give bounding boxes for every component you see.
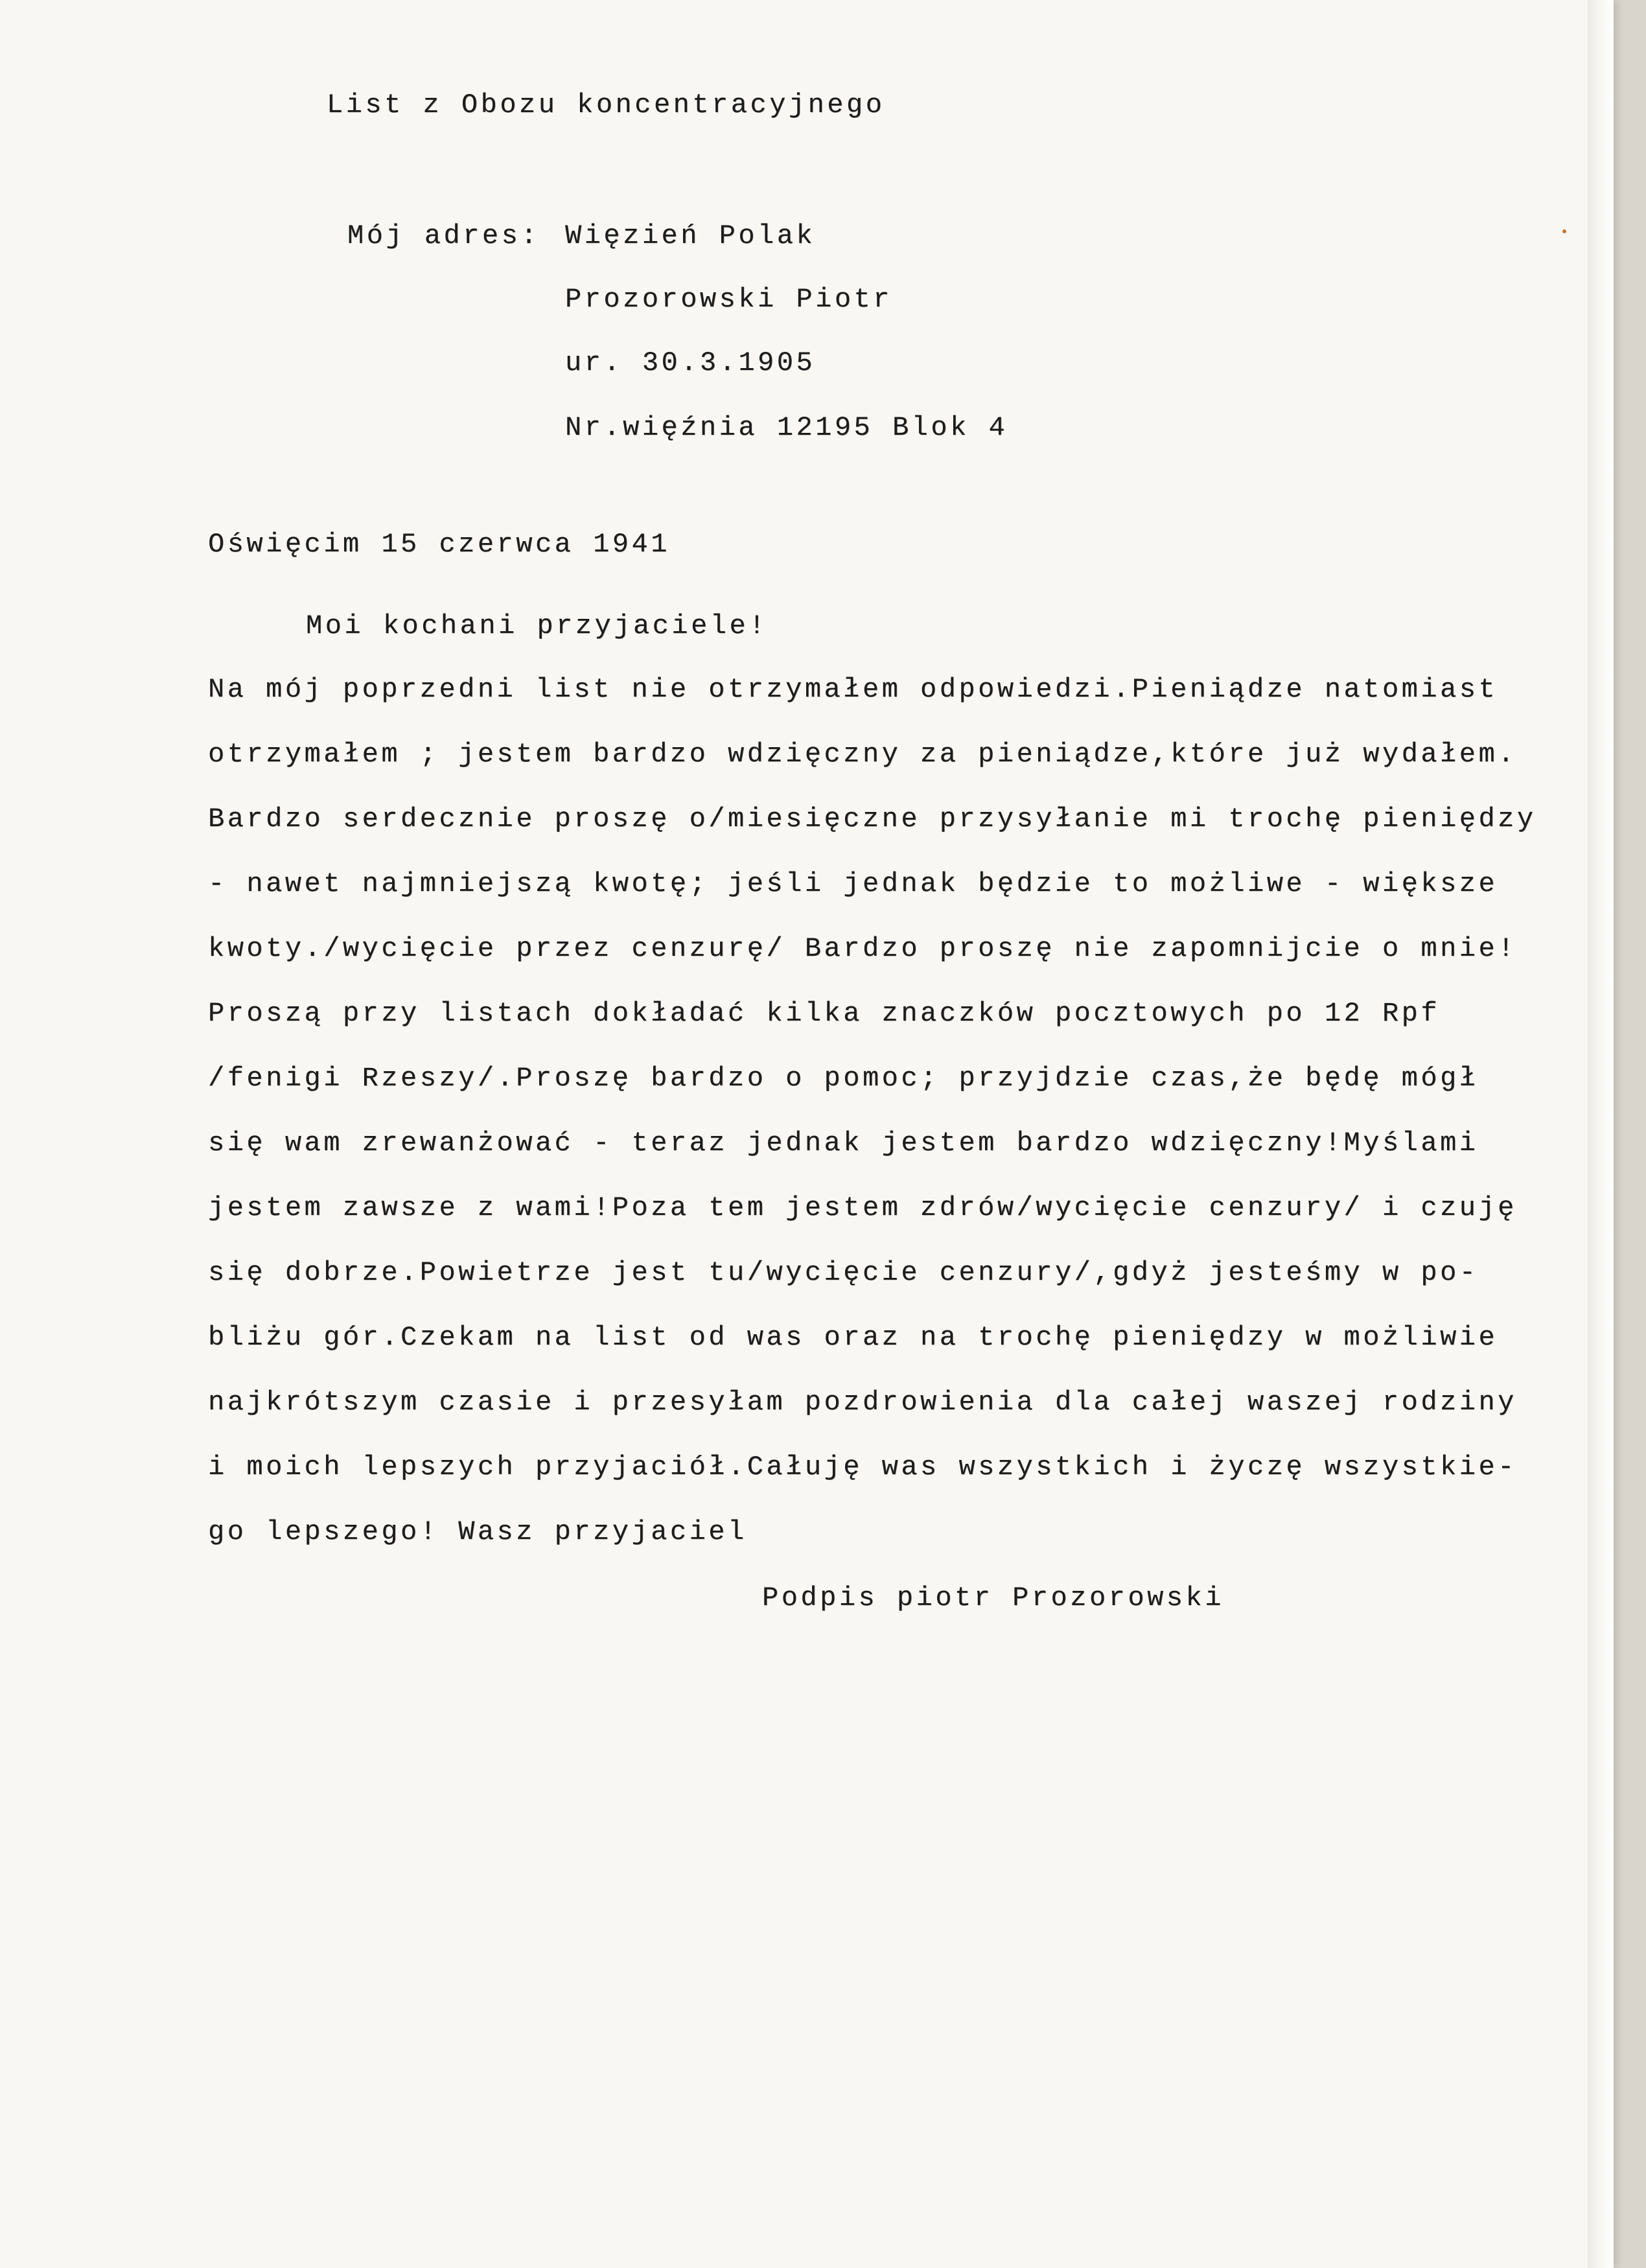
body-line: go lepszego! Wasz przyjaciel — [208, 1516, 747, 1547]
body-line: Proszą przy listach dokładać kilka znaczków pocztowych po 12 Rpf — [208, 998, 1441, 1029]
paper-spot — [1562, 229, 1566, 233]
body-line: się dobrze.Powietrze jest tu/wycięcie cenzury/,gdyż jesteśmy w po- — [208, 1257, 1479, 1288]
body-line: się wam zrewanżować - teraz jednak jestem bardzo wdzięczny!Myślami — [208, 1128, 1479, 1159]
page-edge — [1588, 0, 1614, 2268]
address-line: ur. 30.3.1905 — [565, 347, 816, 378]
body-line: /fenigi Rzeszy/.Proszę bardzo o pomoc; przyjdzie czas,że będę mógł — [208, 1063, 1479, 1094]
body-line: jestem zawsze z wami!Poza tem jestem zdrów/wycięcie cenzury/ i czuję — [208, 1192, 1517, 1223]
address-line: Więzień Polak — [565, 220, 816, 251]
body-line: Bardzo serdecznie proszę o/miesięczne przysyłanie mi trochę pieniędzy — [208, 804, 1536, 835]
signature: Podpis piotr Prozorowski — [762, 1582, 1224, 1614]
body-line: otrzymałem ; jestem bardzo wdzięczny za pieniądze,które już wydałem. — [208, 739, 1517, 770]
letter-heading: List z Obozu koncentracyjnego — [327, 89, 885, 121]
body-line: Na mój poprzedni list nie otrzymałem odpowiedzi.Pieniądze natomiast — [208, 674, 1498, 705]
place-date: Oświęcim 15 czerwca 1941 — [208, 529, 670, 560]
body-line: najkrótszym czasie i przesyłam pozdrowienia dla całej waszej rodziny — [208, 1387, 1517, 1418]
address-line: Nr.więźnia 12195 Blok 4 — [565, 412, 1008, 443]
salutation: Moi kochani przyjaciele! — [306, 610, 768, 642]
body-line: bliżu gór.Czekam na list od was oraz na trochę pieniędzy w możliwie — [208, 1322, 1498, 1353]
address-line: Prozorowski Piotr — [565, 284, 892, 315]
body-line: - nawet najmniejszą kwotę; jeśli jednak będzie to możliwe - większe — [208, 868, 1498, 899]
body-line: i moich lepszych przyjaciół.Całuję was wszystkich i życzę wszystkie- — [208, 1452, 1517, 1483]
body-line: kwoty./wycięcie przez cenzurę/ Bardzo proszę nie zapomnijcie o mnie! — [208, 933, 1517, 964]
address-label: Mój adres: — [347, 220, 540, 251]
